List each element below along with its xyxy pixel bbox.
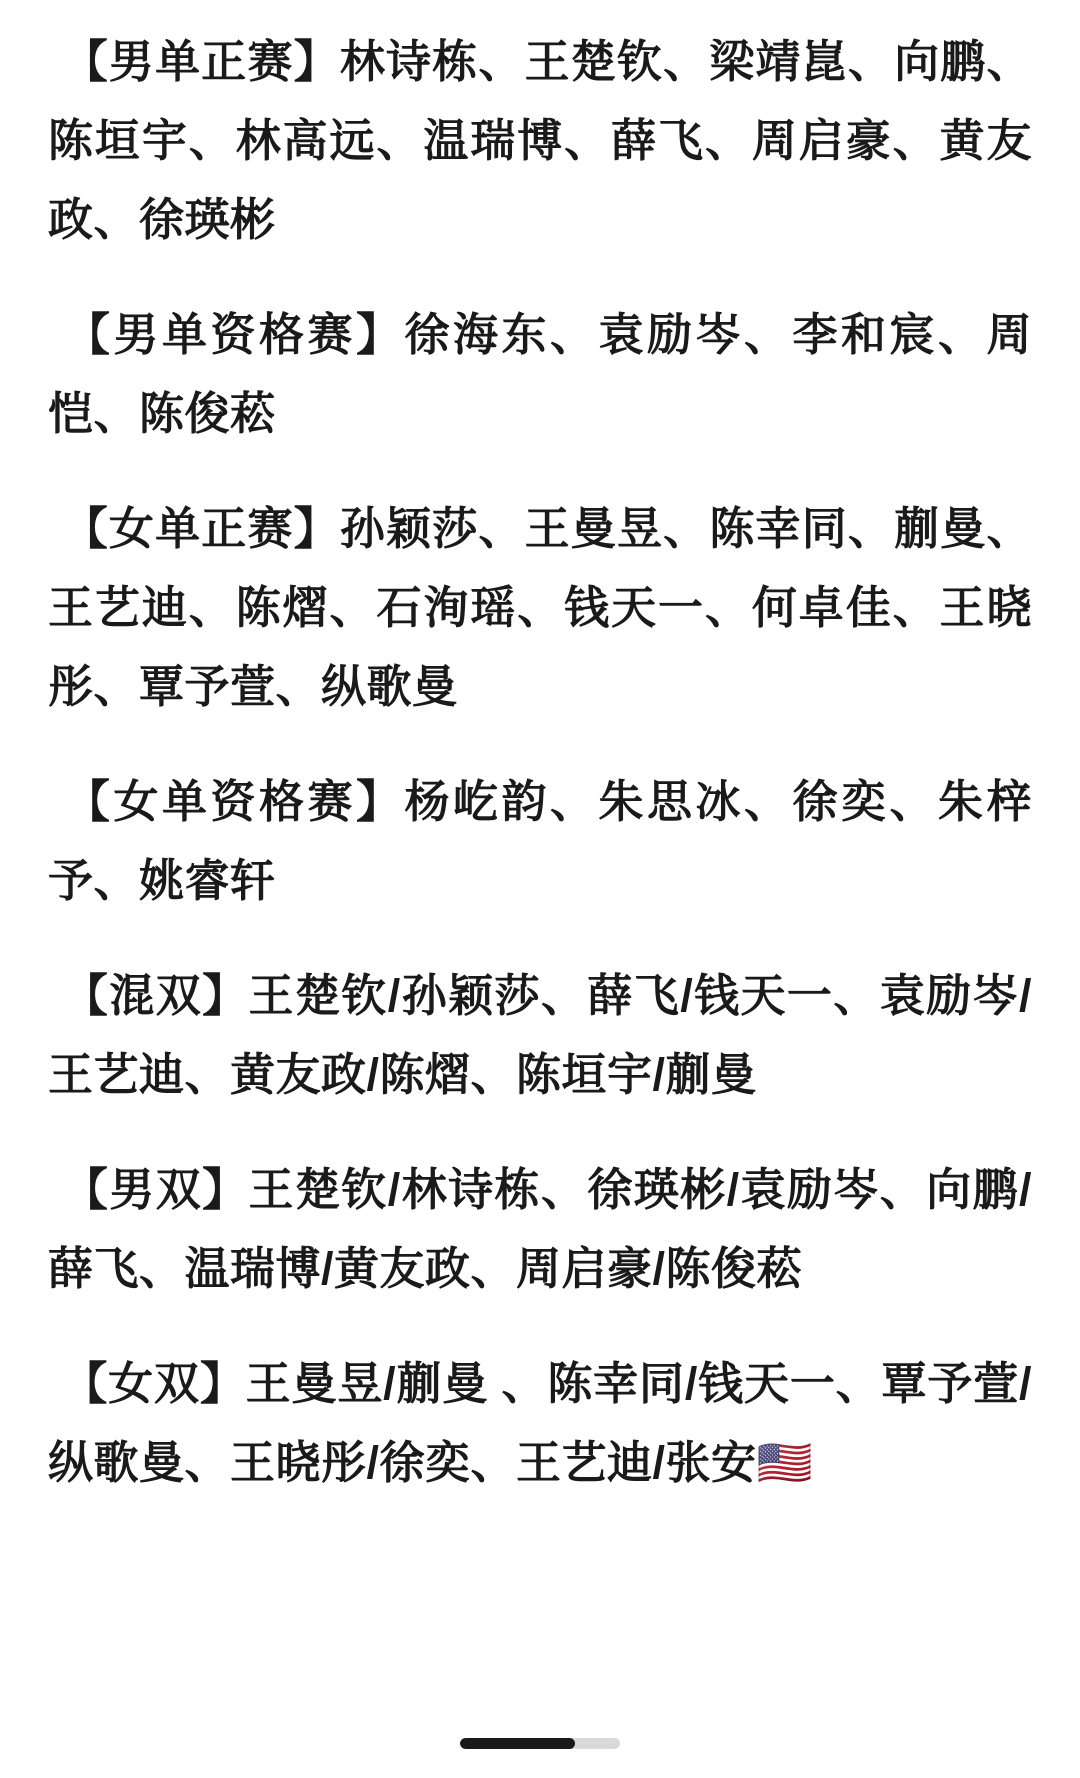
section-text: 【女单正赛】孙颖莎、王曼昱、陈幸同、蒯曼、王艺迪、陈熠、石洵瑶、钱天一、何卓佳、王晓彤、覃予萱、纵歌曼 bbox=[48, 503, 1032, 712]
paragraph-mens-doubles bbox=[48, 1150, 1032, 1308]
section-text: 【混双】王楚钦/孙颖莎、薛飞/钱天一、袁励岑/王艺迪、黄友政/陈熠、陈垣宇/蒯曼 bbox=[48, 970, 1032, 1100]
section-text: 【男单资格赛】徐海东、袁励岑、李和宸、周恺、陈俊菘 bbox=[48, 309, 1032, 439]
section-text: 【女单资格赛】杨屹韵、朱思冰、徐奕、朱梓予、姚睿轩 bbox=[48, 776, 1032, 906]
scrollbar[interactable] bbox=[0, 1732, 1080, 1754]
section-text: 【男单正赛】林诗栋、王楚钦、梁靖崑、向鹏、陈垣宇、林高远、温瑞博、薛飞、周启豪、黄友政、徐瑛彬 bbox=[48, 36, 1032, 245]
paragraph-womens-doubles bbox=[48, 1344, 1032, 1502]
paragraph-mixed-doubles bbox=[48, 956, 1032, 1114]
scrollbar-track[interactable] bbox=[460, 1738, 620, 1749]
section-text: 【男双】王楚钦/林诗栋、徐瑛彬/袁励岑、向鹏/薛飞、温瑞博/黄友政、周启豪/陈俊菘 bbox=[48, 1164, 1032, 1294]
paragraph-womens-singles-qualification bbox=[48, 762, 1032, 920]
paragraph-womens-singles-main-draw bbox=[48, 489, 1032, 726]
paragraph-mens-singles-main-draw bbox=[48, 22, 1032, 259]
section-text: 【女双】王曼昱/蒯曼 、陈幸同/钱天一、覃予萱/纵歌曼、王晓彤/徐奕、王艺迪/张安🇺🇸 bbox=[48, 1358, 1032, 1488]
scrollbar-thumb[interactable] bbox=[460, 1738, 575, 1749]
paragraph-mens-singles-qualification bbox=[48, 295, 1032, 453]
